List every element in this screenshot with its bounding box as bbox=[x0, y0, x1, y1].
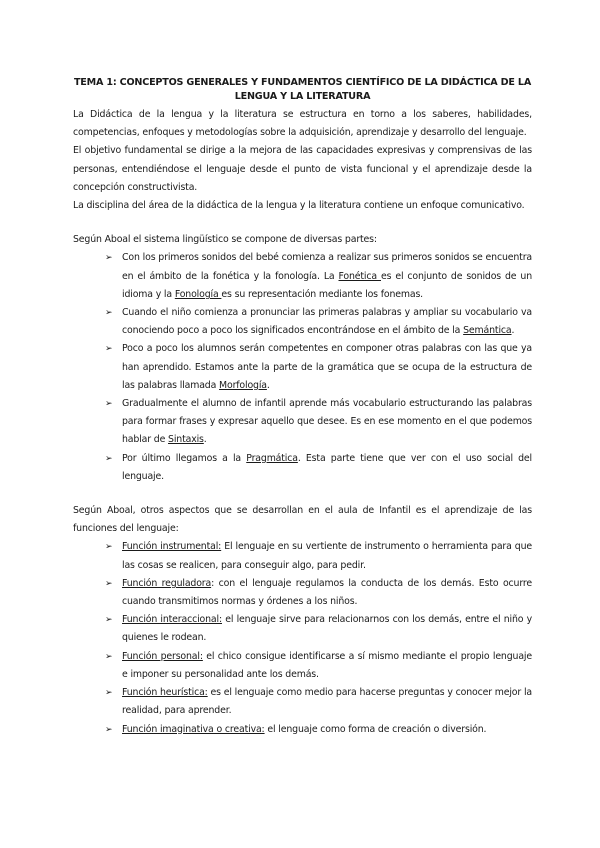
list-item: ➢ Con los primeros sonidos del bebé comienza a realizar sus primeros sonidos se encuentra en el ámbito de la fonética y la fonología. La Fonética es el conjunto de sonidos de un idioma y la Fonología es su representación mediante los fonemas. bbox=[105, 249, 532, 304]
arrow-bullet-icon: ➢ bbox=[105, 344, 113, 355]
list-item: ➢ Función imaginativa o creativa: el lenguaje como forma de creación o diversión. bbox=[105, 721, 532, 739]
term-sintaxis: Sintaxis bbox=[168, 434, 204, 446]
term-fonetica: Fonética bbox=[338, 270, 381, 282]
intro-paragraph-3: La disciplina del área de la didáctica de la lengua y la literatura contiene un enfoque comunicativo. bbox=[73, 200, 525, 212]
section2-lead: Según Aboal, otros aspectos que se desarrollan en el aula de Infantil es el aprendizaje de las funciones del lenguaje: bbox=[73, 505, 532, 535]
intro-paragraph-2: El objetivo fundamental se dirige a la mejora de las capacidades expresivas y comprensivas de las personas, entendiéndose el lenguaje desde el punto de vista funcional y el aprendizaje desde la concepción constructivista. bbox=[73, 145, 532, 193]
section1-list bbox=[73, 249, 532, 486]
arrow-bullet-icon: ➢ bbox=[105, 578, 113, 589]
term-morfologia: Morfología bbox=[219, 379, 267, 391]
list-item: ➢ Por último llegamos a la Pragmática. Esta parte tiene que ver con el uso social del lenguaje. bbox=[105, 450, 532, 486]
intro-paragraph-1: La Didáctica de la lengua y la literatura se estructura en torno a los saberes, habilidades, competencias, enfoques y metodologías sobre la adquisición, aprendizaje y desarrollo del lenguaje. bbox=[73, 109, 532, 139]
list-item: ➢ Cuando el niño comienza a pronunciar las primeras palabras y ampliar su vocabulario va conociendo poco a poco los significados encontrándose en el ámbito de la Semántica. bbox=[105, 304, 532, 340]
list-item: ➢ Poco a poco los alumnos serán competentes en componer otras palabras con las que ya han aprendido. Estamos ante la parte de la gramática que se ocupa de la estructura de las palabras llamada Morfología. bbox=[105, 340, 532, 395]
arrow-bullet-icon: ➢ bbox=[105, 399, 113, 410]
function-title: Función reguladora bbox=[122, 577, 212, 589]
arrow-bullet-icon: ➢ bbox=[105, 453, 113, 464]
function-title: Función heurística: bbox=[122, 687, 208, 699]
function-title: Función personal: bbox=[122, 650, 203, 662]
arrow-bullet-icon: ➢ bbox=[105, 651, 113, 662]
page-title: TEMA 1: CONCEPTOS GENERALES Y FUNDAMENTOS CIENTÍFICO DE LA DIDÁCTICA DE LA LENGUA Y LA LITERATURA bbox=[73, 77, 532, 102]
list-item: ➢ Función reguladora: con el lenguaje regulamos la conducta de los demás. Esto ocurre cuando transmitimos normas y órdenes a los niños. bbox=[105, 575, 532, 611]
function-title: Función instrumental: bbox=[122, 541, 222, 553]
term-pragmatica: Pragmática bbox=[246, 452, 298, 464]
arrow-bullet-icon: ➢ bbox=[105, 308, 113, 319]
list-item: ➢ Función personal: el chico consigue identificarse a sí mismo mediante el propio lenguaje e imponer su personalidad ante los demás. bbox=[105, 648, 532, 684]
function-title: Función interaccional: bbox=[122, 614, 222, 626]
arrow-bullet-icon: ➢ bbox=[105, 688, 113, 699]
section1-lead: Según Aboal el sistema lingüístico se compone de diversas partes: bbox=[73, 234, 377, 246]
section2-list bbox=[73, 538, 532, 738]
arrow-bullet-icon: ➢ bbox=[105, 542, 113, 553]
arrow-bullet-icon: ➢ bbox=[105, 724, 113, 735]
list-item: ➢ Función instrumental: El lenguaje en su vertiente de instrumento o herramienta para que las cosas se realicen, para conseguir algo, para pedir. bbox=[105, 538, 532, 574]
arrow-bullet-icon: ➢ bbox=[105, 253, 113, 264]
list-item: ➢ Gradualmente el alumno de infantil aprende más vocabulario estructurando las palabras para formar frases y expresar aquello que desee. Es en ese momento en el que podemos hablar de Sintaxis. bbox=[105, 395, 532, 450]
term-fonologia: Fonología bbox=[174, 288, 222, 300]
arrow-bullet-icon: ➢ bbox=[105, 615, 113, 626]
term-semantica: Semántica bbox=[463, 325, 512, 337]
function-title: Función imaginativa o creativa: bbox=[122, 723, 265, 735]
list-item: ➢ Función interaccional: el lenguaje sirve para relacionarnos con los demás, entre el niño y quienes le rodean. bbox=[105, 611, 532, 647]
list-item: ➢ Función heurística: es el lenguaje como medio para hacerse preguntas y conocer mejor la realidad, para aprender. bbox=[105, 684, 532, 720]
